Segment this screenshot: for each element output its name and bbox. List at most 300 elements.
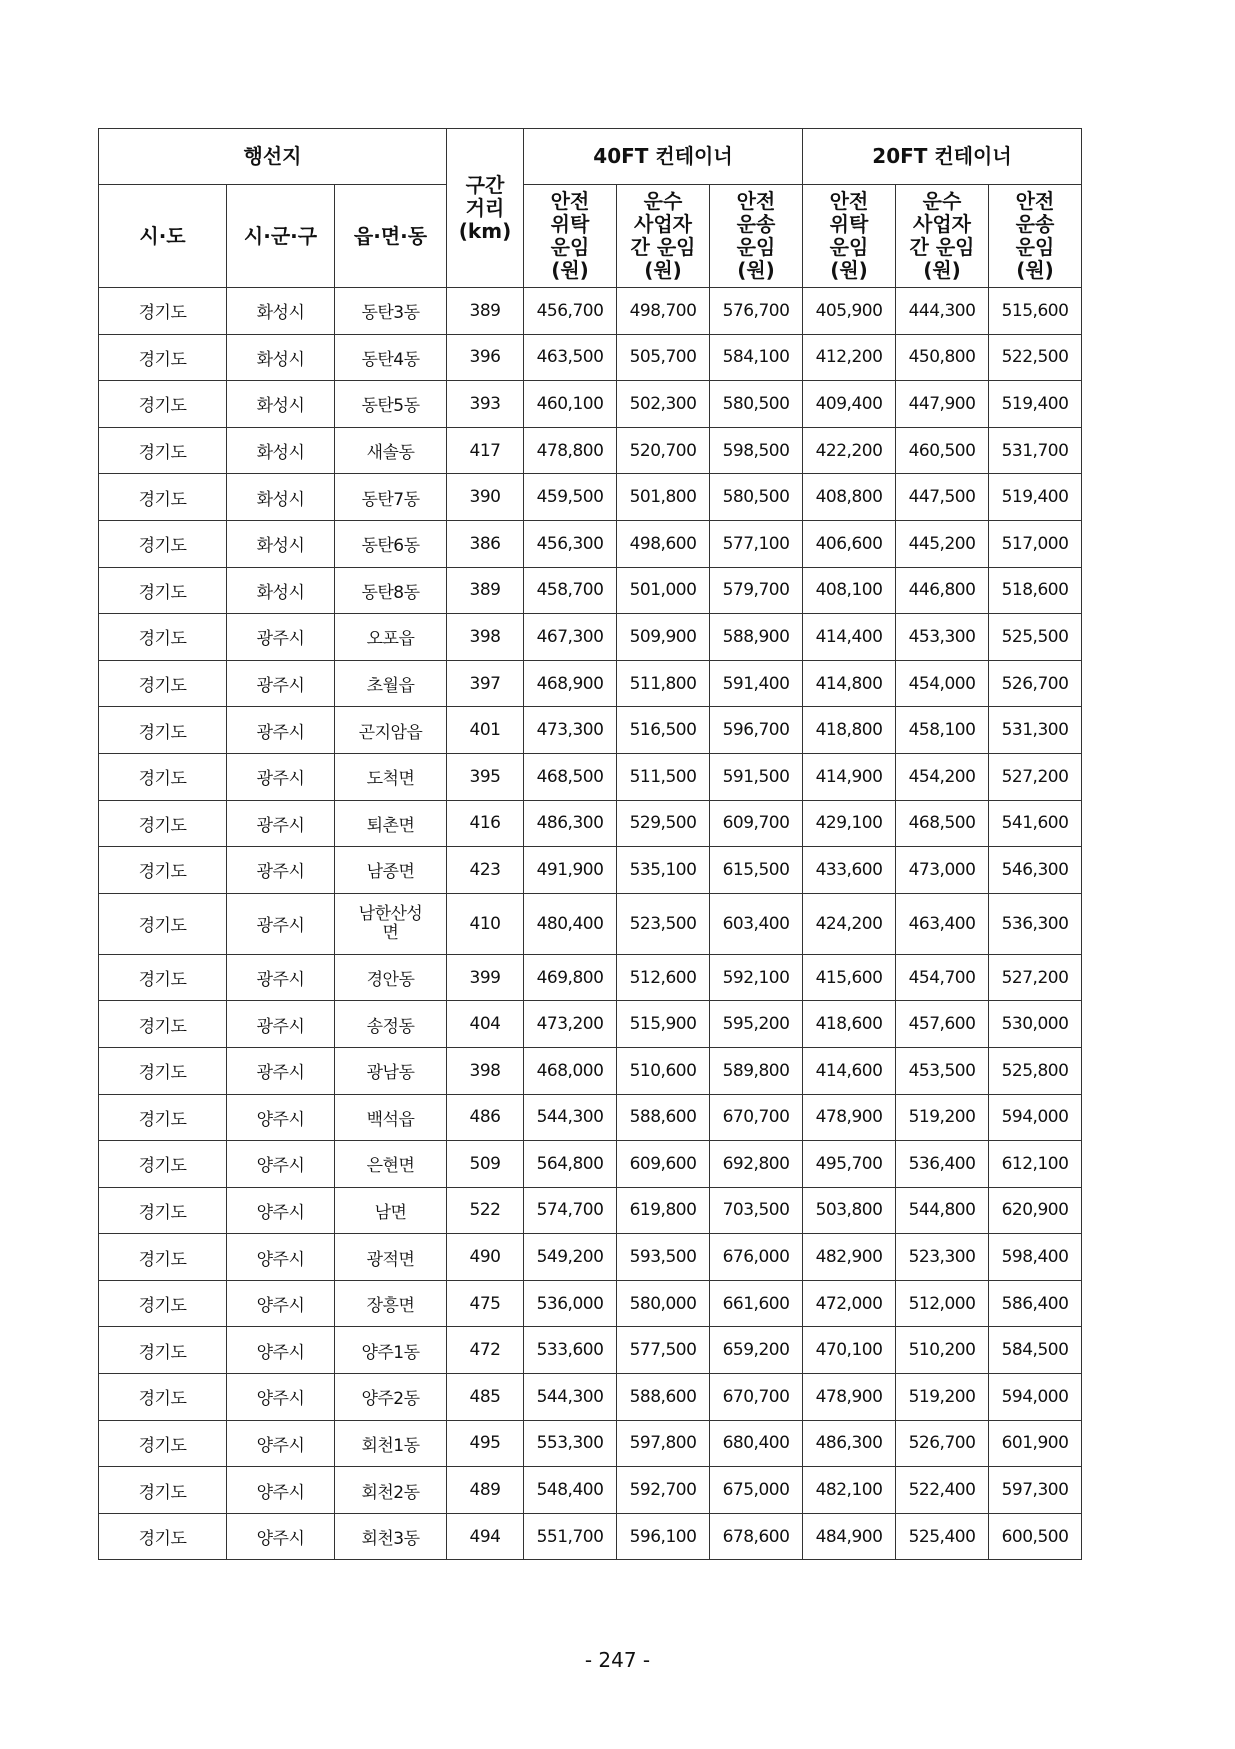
- cell-distance: 398: [447, 1047, 524, 1094]
- cell-sido: 경기도: [99, 1374, 227, 1421]
- cell-dong: 동탄6동: [335, 520, 447, 567]
- cell-20ft-safe-transport: 519,400: [989, 474, 1082, 521]
- cell-sido: 경기도: [99, 614, 227, 661]
- cell-sigungu: 광주시: [227, 614, 335, 661]
- table-row: [99, 288, 1082, 335]
- table-row: [99, 1374, 1082, 1421]
- cell-40ft-between-carriers: 501,000: [617, 567, 710, 614]
- cell-20ft-between-carriers: 536,400: [896, 1141, 989, 1188]
- cell-dong: 퇴촌면: [335, 800, 447, 847]
- cell-sigungu: 화성시: [227, 288, 335, 335]
- cell-sigungu: 화성시: [227, 334, 335, 381]
- cell-dong: 새솔동: [335, 427, 447, 474]
- cell-distance: 490: [447, 1234, 524, 1281]
- cell-20ft-between-carriers: 447,900: [896, 381, 989, 428]
- cell-40ft-safe-transport: 675,000: [710, 1467, 803, 1514]
- cell-distance: 423: [447, 847, 524, 894]
- cell-dong: 경안동: [335, 954, 447, 1001]
- cell-sigungu: 광주시: [227, 800, 335, 847]
- cell-20ft-safe-transport: 620,900: [989, 1187, 1082, 1234]
- cell-20ft-safe-transport: 530,000: [989, 1001, 1082, 1048]
- cell-20ft-safe-consign: 478,900: [803, 1374, 896, 1421]
- cell-distance: 401: [447, 707, 524, 754]
- cell-20ft-between-carriers: 473,000: [896, 847, 989, 894]
- cell-sido: 경기도: [99, 753, 227, 800]
- cell-distance: 399: [447, 954, 524, 1001]
- cell-20ft-safe-consign: 486,300: [803, 1420, 896, 1467]
- cell-sido: 경기도: [99, 954, 227, 1001]
- cell-sigungu: 양주시: [227, 1141, 335, 1188]
- cell-dong: 오포읍: [335, 614, 447, 661]
- cell-dong: 양주1동: [335, 1327, 447, 1374]
- cell-40ft-safe-transport: 576,700: [710, 288, 803, 335]
- cell-20ft-between-carriers: 468,500: [896, 800, 989, 847]
- cell-20ft-safe-transport: 598,400: [989, 1234, 1082, 1281]
- cell-20ft-safe-transport: 517,000: [989, 520, 1082, 567]
- cell-20ft-safe-consign: 415,600: [803, 954, 896, 1001]
- freight-rate-table: [98, 128, 1082, 1560]
- cell-sigungu: 광주시: [227, 893, 335, 954]
- cell-20ft-safe-consign: 424,200: [803, 893, 896, 954]
- cell-40ft-safe-consign: 478,800: [524, 427, 617, 474]
- cell-sigungu: 화성시: [227, 474, 335, 521]
- cell-20ft-between-carriers: 447,500: [896, 474, 989, 521]
- header-eupmyeondong: 읍·면·동: [335, 185, 447, 288]
- cell-40ft-between-carriers: 523,500: [617, 893, 710, 954]
- cell-40ft-safe-transport: 670,700: [710, 1094, 803, 1141]
- cell-40ft-safe-consign: 463,500: [524, 334, 617, 381]
- cell-40ft-safe-consign: 473,200: [524, 1001, 617, 1048]
- cell-40ft-between-carriers: 592,700: [617, 1467, 710, 1514]
- table-row: [99, 1094, 1082, 1141]
- cell-distance: 472: [447, 1327, 524, 1374]
- cell-20ft-safe-transport: 600,500: [989, 1513, 1082, 1560]
- cell-dong: 동탄5동: [335, 381, 447, 428]
- header-distance: 구간 거리 (km): [447, 129, 524, 288]
- cell-40ft-safe-transport: 591,400: [710, 660, 803, 707]
- cell-dong: 남면: [335, 1187, 447, 1234]
- header-sigungu: 시·군·구: [227, 185, 335, 288]
- cell-sido: 경기도: [99, 1141, 227, 1188]
- cell-40ft-between-carriers: 588,600: [617, 1094, 710, 1141]
- cell-20ft-between-carriers: 460,500: [896, 427, 989, 474]
- cell-dong: 회천2동: [335, 1467, 447, 1514]
- table-row: [99, 1187, 1082, 1234]
- cell-sido: 경기도: [99, 707, 227, 754]
- cell-40ft-safe-consign: 469,800: [524, 954, 617, 1001]
- cell-dong: 동탄8동: [335, 567, 447, 614]
- cell-40ft-between-carriers: 511,800: [617, 660, 710, 707]
- cell-sigungu: 양주시: [227, 1327, 335, 1374]
- cell-40ft-safe-transport: 589,800: [710, 1047, 803, 1094]
- cell-40ft-safe-transport: 580,500: [710, 381, 803, 428]
- cell-40ft-safe-consign: 456,700: [524, 288, 617, 335]
- cell-20ft-safe-consign: 495,700: [803, 1141, 896, 1188]
- cell-sigungu: 광주시: [227, 954, 335, 1001]
- table-row: [99, 1141, 1082, 1188]
- table-row: [99, 1327, 1082, 1374]
- cell-40ft-safe-transport: 584,100: [710, 334, 803, 381]
- table-row: [99, 381, 1082, 428]
- cell-40ft-between-carriers: 609,600: [617, 1141, 710, 1188]
- cell-dong: 백석읍: [335, 1094, 447, 1141]
- cell-40ft-safe-transport: 615,500: [710, 847, 803, 894]
- cell-40ft-safe-transport: 703,500: [710, 1187, 803, 1234]
- cell-40ft-between-carriers: 509,900: [617, 614, 710, 661]
- cell-40ft-safe-consign: 486,300: [524, 800, 617, 847]
- cell-40ft-safe-consign: 480,400: [524, 893, 617, 954]
- cell-dong: 양주2동: [335, 1374, 447, 1421]
- cell-40ft-safe-consign: 460,100: [524, 381, 617, 428]
- header-20ft-container: 20FT 컨테이너: [803, 129, 1082, 185]
- cell-20ft-between-carriers: 512,000: [896, 1280, 989, 1327]
- cell-40ft-safe-consign: 533,600: [524, 1327, 617, 1374]
- cell-40ft-between-carriers: 512,600: [617, 954, 710, 1001]
- cell-distance: 475: [447, 1280, 524, 1327]
- cell-40ft-safe-transport: 692,800: [710, 1141, 803, 1188]
- cell-40ft-safe-transport: 661,600: [710, 1280, 803, 1327]
- cell-20ft-safe-consign: 470,100: [803, 1327, 896, 1374]
- cell-distance: 416: [447, 800, 524, 847]
- header-20ft-safe-transport: 안전 운송 운임 (원): [989, 185, 1082, 288]
- cell-20ft-safe-consign: 472,000: [803, 1280, 896, 1327]
- table-row: [99, 1467, 1082, 1514]
- cell-20ft-safe-consign: 482,900: [803, 1234, 896, 1281]
- cell-20ft-safe-consign: 418,600: [803, 1001, 896, 1048]
- cell-40ft-safe-transport: 591,500: [710, 753, 803, 800]
- cell-20ft-safe-transport: 525,800: [989, 1047, 1082, 1094]
- cell-20ft-safe-transport: 527,200: [989, 753, 1082, 800]
- cell-40ft-between-carriers: 501,800: [617, 474, 710, 521]
- cell-40ft-safe-consign: 459,500: [524, 474, 617, 521]
- table-row: [99, 660, 1082, 707]
- cell-40ft-between-carriers: 596,100: [617, 1513, 710, 1560]
- cell-40ft-safe-transport: 579,700: [710, 567, 803, 614]
- cell-20ft-safe-transport: 541,600: [989, 800, 1082, 847]
- table-row: [99, 847, 1082, 894]
- cell-20ft-safe-transport: 612,100: [989, 1141, 1082, 1188]
- cell-20ft-between-carriers: 454,000: [896, 660, 989, 707]
- cell-dong: 광남동: [335, 1047, 447, 1094]
- cell-20ft-between-carriers: 458,100: [896, 707, 989, 754]
- cell-distance: 398: [447, 614, 524, 661]
- cell-20ft-safe-transport: 531,300: [989, 707, 1082, 754]
- cell-40ft-between-carriers: 498,700: [617, 288, 710, 335]
- cell-distance: 404: [447, 1001, 524, 1048]
- cell-dong: 회천3동: [335, 1513, 447, 1560]
- cell-distance: 410: [447, 893, 524, 954]
- cell-sido: 경기도: [99, 893, 227, 954]
- cell-20ft-between-carriers: 450,800: [896, 334, 989, 381]
- cell-20ft-safe-consign: 503,800: [803, 1187, 896, 1234]
- cell-40ft-between-carriers: 597,800: [617, 1420, 710, 1467]
- cell-20ft-safe-consign: 412,200: [803, 334, 896, 381]
- cell-sigungu: 양주시: [227, 1280, 335, 1327]
- cell-distance: 386: [447, 520, 524, 567]
- table-row: [99, 567, 1082, 614]
- cell-dong: 초월읍: [335, 660, 447, 707]
- cell-sido: 경기도: [99, 1187, 227, 1234]
- cell-dong: 곤지암읍: [335, 707, 447, 754]
- cell-sido: 경기도: [99, 1513, 227, 1560]
- cell-40ft-safe-transport: 598,500: [710, 427, 803, 474]
- header-20ft-safe-consign: 안전 위탁 운임 (원): [803, 185, 896, 288]
- cell-20ft-between-carriers: 519,200: [896, 1374, 989, 1421]
- cell-20ft-safe-transport: 522,500: [989, 334, 1082, 381]
- cell-40ft-safe-consign: 491,900: [524, 847, 617, 894]
- header-40ft-safe-consign: 안전 위탁 운임 (원): [524, 185, 617, 288]
- cell-40ft-safe-consign: 473,300: [524, 707, 617, 754]
- cell-sido: 경기도: [99, 334, 227, 381]
- cell-20ft-between-carriers: 510,200: [896, 1327, 989, 1374]
- cell-distance: 390: [447, 474, 524, 521]
- cell-sigungu: 광주시: [227, 1047, 335, 1094]
- cell-sigungu: 광주시: [227, 707, 335, 754]
- header-40ft-container: 40FT 컨테이너: [524, 129, 803, 185]
- cell-sigungu: 양주시: [227, 1187, 335, 1234]
- cell-40ft-safe-consign: 551,700: [524, 1513, 617, 1560]
- cell-dong: 도척면: [335, 753, 447, 800]
- cell-20ft-between-carriers: 454,700: [896, 954, 989, 1001]
- cell-sido: 경기도: [99, 520, 227, 567]
- cell-40ft-between-carriers: 510,600: [617, 1047, 710, 1094]
- cell-distance: 485: [447, 1374, 524, 1421]
- table-row: [99, 1280, 1082, 1327]
- cell-sigungu: 양주시: [227, 1467, 335, 1514]
- cell-20ft-safe-transport: 518,600: [989, 567, 1082, 614]
- cell-20ft-between-carriers: 526,700: [896, 1420, 989, 1467]
- cell-sigungu: 광주시: [227, 847, 335, 894]
- cell-sido: 경기도: [99, 427, 227, 474]
- cell-sido: 경기도: [99, 1467, 227, 1514]
- cell-20ft-between-carriers: 445,200: [896, 520, 989, 567]
- cell-distance: 395: [447, 753, 524, 800]
- cell-distance: 522: [447, 1187, 524, 1234]
- cell-40ft-safe-consign: 548,400: [524, 1467, 617, 1514]
- cell-40ft-safe-transport: 680,400: [710, 1420, 803, 1467]
- cell-40ft-between-carriers: 529,500: [617, 800, 710, 847]
- cell-sigungu: 양주시: [227, 1420, 335, 1467]
- cell-40ft-between-carriers: 535,100: [617, 847, 710, 894]
- cell-20ft-between-carriers: 544,800: [896, 1187, 989, 1234]
- cell-40ft-between-carriers: 619,800: [617, 1187, 710, 1234]
- cell-20ft-safe-consign: 408,800: [803, 474, 896, 521]
- cell-40ft-safe-transport: 592,100: [710, 954, 803, 1001]
- cell-sido: 경기도: [99, 847, 227, 894]
- cell-sigungu: 화성시: [227, 381, 335, 428]
- cell-20ft-between-carriers: 523,300: [896, 1234, 989, 1281]
- cell-20ft-safe-transport: 594,000: [989, 1374, 1082, 1421]
- cell-sido: 경기도: [99, 1327, 227, 1374]
- cell-40ft-between-carriers: 577,500: [617, 1327, 710, 1374]
- cell-40ft-safe-consign: 564,800: [524, 1141, 617, 1188]
- cell-20ft-safe-transport: 525,500: [989, 614, 1082, 661]
- header-sido: 시·도: [99, 185, 227, 288]
- cell-20ft-between-carriers: 525,400: [896, 1513, 989, 1560]
- cell-40ft-safe-consign: 458,700: [524, 567, 617, 614]
- header-destination: 행선지: [99, 129, 447, 185]
- table-row: [99, 1001, 1082, 1048]
- cell-sido: 경기도: [99, 1234, 227, 1281]
- cell-sigungu: 광주시: [227, 753, 335, 800]
- cell-dong: 은현면: [335, 1141, 447, 1188]
- cell-sigungu: 광주시: [227, 1001, 335, 1048]
- cell-sido: 경기도: [99, 1001, 227, 1048]
- cell-40ft-safe-transport: 676,000: [710, 1234, 803, 1281]
- cell-40ft-safe-transport: 577,100: [710, 520, 803, 567]
- cell-20ft-safe-consign: 405,900: [803, 288, 896, 335]
- cell-sigungu: 양주시: [227, 1234, 335, 1281]
- table-row: [99, 1513, 1082, 1560]
- cell-20ft-between-carriers: 463,400: [896, 893, 989, 954]
- cell-dong: 동탄4동: [335, 334, 447, 381]
- cell-40ft-safe-consign: 536,000: [524, 1280, 617, 1327]
- cell-20ft-between-carriers: 453,500: [896, 1047, 989, 1094]
- cell-20ft-safe-transport: 527,200: [989, 954, 1082, 1001]
- cell-40ft-between-carriers: 498,600: [617, 520, 710, 567]
- cell-40ft-between-carriers: 593,500: [617, 1234, 710, 1281]
- cell-distance: 495: [447, 1420, 524, 1467]
- cell-sido: 경기도: [99, 1047, 227, 1094]
- table-row: [99, 614, 1082, 661]
- cell-sido: 경기도: [99, 660, 227, 707]
- table-row: [99, 427, 1082, 474]
- cell-dong: 남한산성 면: [335, 893, 447, 954]
- table-row: [99, 1420, 1082, 1467]
- cell-20ft-safe-consign: 406,600: [803, 520, 896, 567]
- cell-20ft-safe-consign: 422,200: [803, 427, 896, 474]
- cell-40ft-safe-transport: 603,400: [710, 893, 803, 954]
- cell-40ft-safe-transport: 670,700: [710, 1374, 803, 1421]
- cell-sido: 경기도: [99, 800, 227, 847]
- table-row: [99, 707, 1082, 754]
- cell-dong: 광적면: [335, 1234, 447, 1281]
- cell-sigungu: 화성시: [227, 567, 335, 614]
- cell-20ft-safe-transport: 586,400: [989, 1280, 1082, 1327]
- cell-20ft-safe-consign: 429,100: [803, 800, 896, 847]
- table-row: [99, 753, 1082, 800]
- cell-20ft-safe-transport: 594,000: [989, 1094, 1082, 1141]
- cell-distance: 417: [447, 427, 524, 474]
- table-row: [99, 520, 1082, 567]
- cell-40ft-safe-consign: 468,000: [524, 1047, 617, 1094]
- cell-20ft-between-carriers: 519,200: [896, 1094, 989, 1141]
- cell-40ft-safe-transport: 678,600: [710, 1513, 803, 1560]
- cell-20ft-safe-transport: 536,300: [989, 893, 1082, 954]
- cell-dong: 동탄7동: [335, 474, 447, 521]
- cell-40ft-safe-transport: 659,200: [710, 1327, 803, 1374]
- cell-40ft-safe-consign: 468,900: [524, 660, 617, 707]
- cell-distance: 397: [447, 660, 524, 707]
- cell-20ft-safe-consign: 409,400: [803, 381, 896, 428]
- cell-20ft-safe-consign: 408,100: [803, 567, 896, 614]
- cell-20ft-safe-consign: 482,100: [803, 1467, 896, 1514]
- cell-40ft-between-carriers: 516,500: [617, 707, 710, 754]
- cell-40ft-between-carriers: 588,600: [617, 1374, 710, 1421]
- table-row: [99, 800, 1082, 847]
- cell-sigungu: 양주시: [227, 1094, 335, 1141]
- cell-40ft-safe-consign: 553,300: [524, 1420, 617, 1467]
- cell-20ft-safe-transport: 546,300: [989, 847, 1082, 894]
- cell-sido: 경기도: [99, 288, 227, 335]
- cell-40ft-safe-consign: 544,300: [524, 1374, 617, 1421]
- cell-20ft-between-carriers: 454,200: [896, 753, 989, 800]
- cell-40ft-safe-transport: 596,700: [710, 707, 803, 754]
- cell-40ft-between-carriers: 505,700: [617, 334, 710, 381]
- cell-20ft-between-carriers: 457,600: [896, 1001, 989, 1048]
- cell-sido: 경기도: [99, 1420, 227, 1467]
- cell-20ft-safe-transport: 515,600: [989, 288, 1082, 335]
- cell-40ft-between-carriers: 520,700: [617, 427, 710, 474]
- cell-40ft-safe-transport: 609,700: [710, 800, 803, 847]
- header-40ft-safe-transport: 안전 운송 운임 (원): [710, 185, 803, 288]
- cell-distance: 509: [447, 1141, 524, 1188]
- cell-20ft-safe-transport: 526,700: [989, 660, 1082, 707]
- cell-40ft-between-carriers: 511,500: [617, 753, 710, 800]
- cell-20ft-safe-transport: 597,300: [989, 1467, 1082, 1514]
- table-row: [99, 954, 1082, 1001]
- cell-40ft-safe-transport: 588,900: [710, 614, 803, 661]
- cell-dong: 남종면: [335, 847, 447, 894]
- table-body: [99, 288, 1082, 1560]
- cell-sido: 경기도: [99, 474, 227, 521]
- cell-20ft-safe-consign: 414,900: [803, 753, 896, 800]
- cell-20ft-safe-consign: 484,900: [803, 1513, 896, 1560]
- cell-40ft-between-carriers: 580,000: [617, 1280, 710, 1327]
- table-row: [99, 1234, 1082, 1281]
- table-row: [99, 334, 1082, 381]
- cell-distance: 494: [447, 1513, 524, 1560]
- cell-sido: 경기도: [99, 1094, 227, 1141]
- cell-dong: 회천1동: [335, 1420, 447, 1467]
- cell-20ft-between-carriers: 446,800: [896, 567, 989, 614]
- cell-distance: 389: [447, 567, 524, 614]
- table-header: [99, 129, 1082, 288]
- cell-dong: 장흥면: [335, 1280, 447, 1327]
- cell-20ft-safe-consign: 478,900: [803, 1094, 896, 1141]
- cell-20ft-between-carriers: 522,400: [896, 1467, 989, 1514]
- cell-distance: 393: [447, 381, 524, 428]
- cell-20ft-safe-consign: 433,600: [803, 847, 896, 894]
- cell-20ft-safe-consign: 414,800: [803, 660, 896, 707]
- cell-sigungu: 화성시: [227, 427, 335, 474]
- table-row: [99, 474, 1082, 521]
- cell-40ft-safe-consign: 549,200: [524, 1234, 617, 1281]
- cell-20ft-safe-transport: 531,700: [989, 427, 1082, 474]
- cell-40ft-between-carriers: 502,300: [617, 381, 710, 428]
- cell-40ft-safe-consign: 456,300: [524, 520, 617, 567]
- cell-40ft-safe-consign: 467,300: [524, 614, 617, 661]
- cell-sido: 경기도: [99, 1280, 227, 1327]
- cell-40ft-safe-transport: 595,200: [710, 1001, 803, 1048]
- cell-dong: 동탄3동: [335, 288, 447, 335]
- cell-sido: 경기도: [99, 381, 227, 428]
- table-row: [99, 1047, 1082, 1094]
- cell-sigungu: 양주시: [227, 1513, 335, 1560]
- table-row: [99, 893, 1082, 954]
- cell-20ft-safe-transport: 584,500: [989, 1327, 1082, 1374]
- cell-40ft-safe-consign: 574,700: [524, 1187, 617, 1234]
- page-number: - 247 -: [584, 1648, 651, 1672]
- cell-20ft-safe-transport: 601,900: [989, 1420, 1082, 1467]
- cell-20ft-safe-consign: 418,800: [803, 707, 896, 754]
- cell-sigungu: 광주시: [227, 660, 335, 707]
- cell-40ft-between-carriers: 515,900: [617, 1001, 710, 1048]
- cell-distance: 486: [447, 1094, 524, 1141]
- cell-20ft-between-carriers: 444,300: [896, 288, 989, 335]
- cell-distance: 389: [447, 288, 524, 335]
- cell-sigungu: 화성시: [227, 520, 335, 567]
